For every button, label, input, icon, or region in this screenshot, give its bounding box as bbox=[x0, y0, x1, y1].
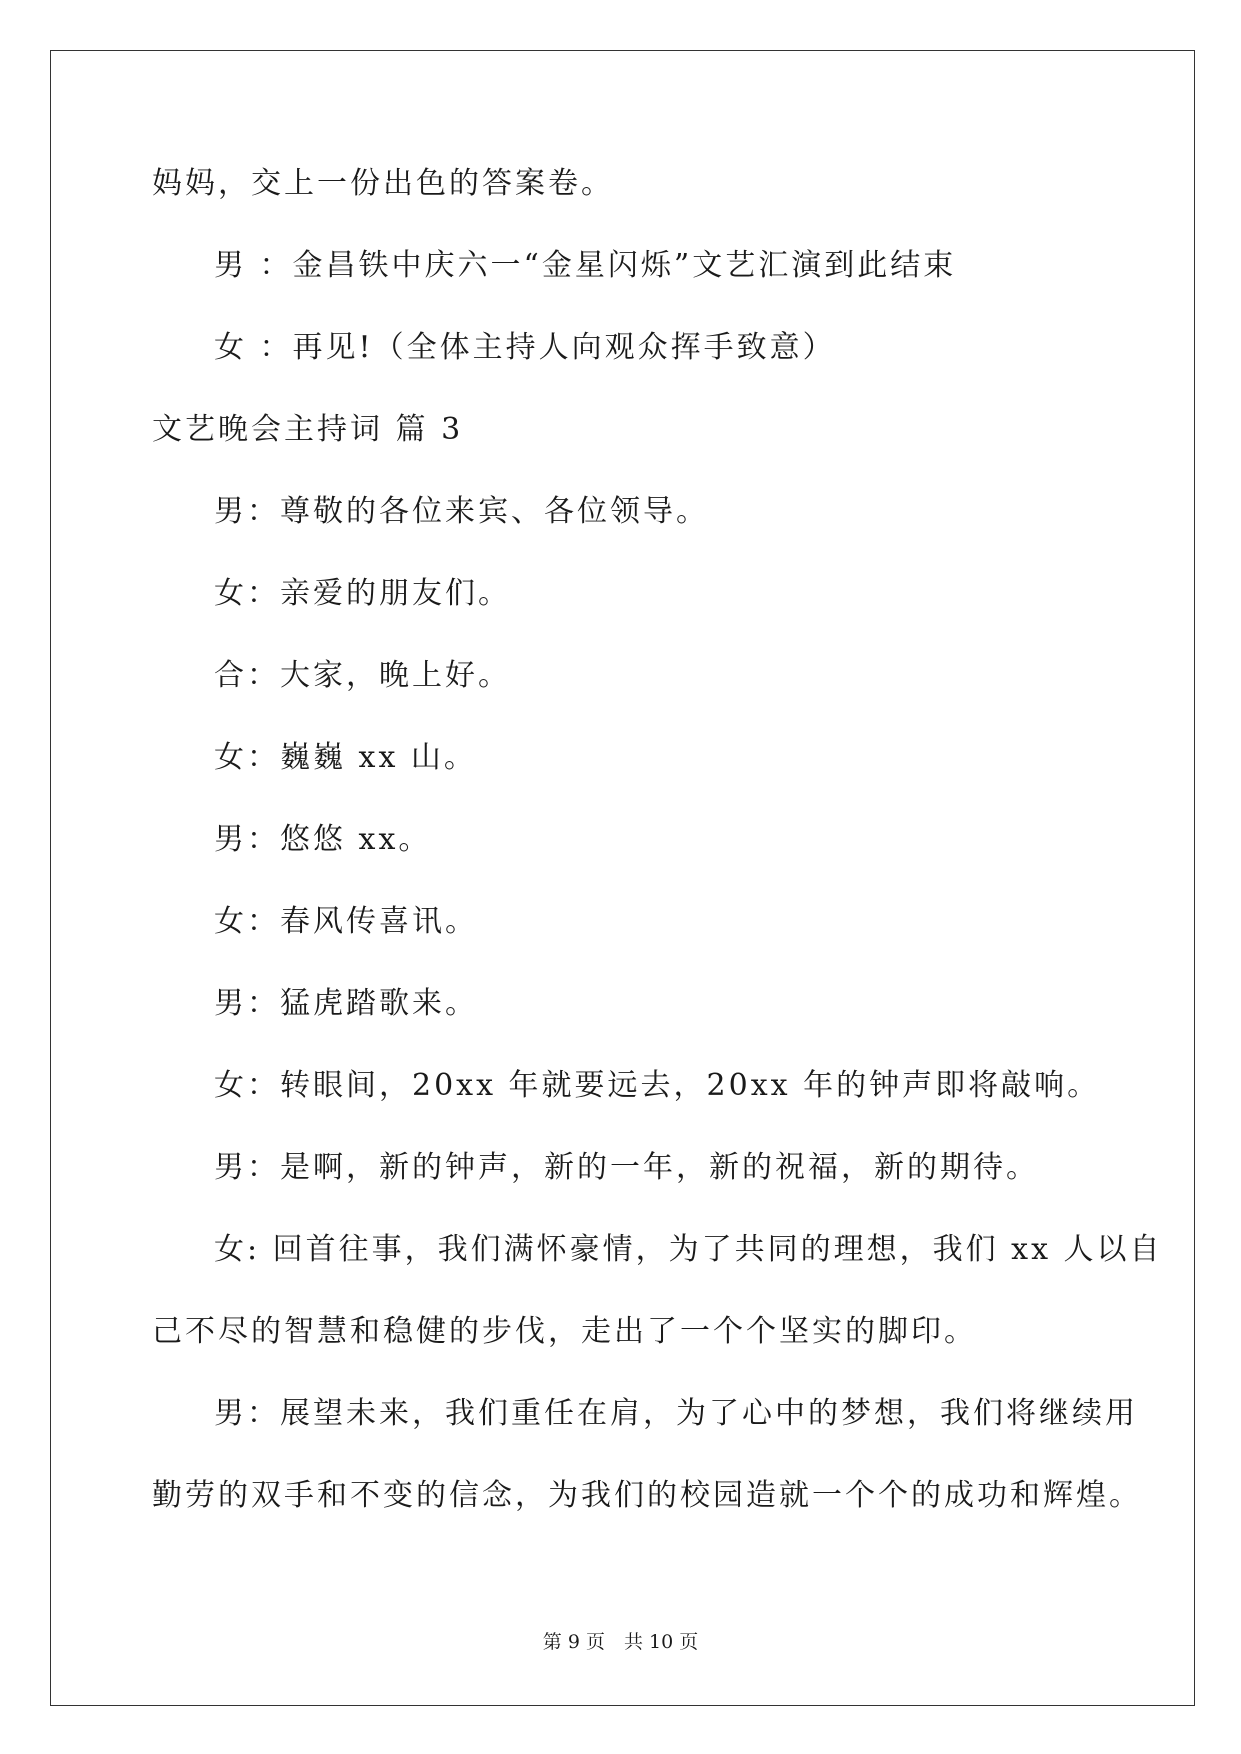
text-line: 合：大家，晚上好。 bbox=[214, 658, 511, 693]
text-line: 男：猛虎踏歌来。 bbox=[214, 986, 478, 1021]
text-line: 女：春风传喜讯。 bbox=[214, 904, 478, 939]
text-line: 男 ：金昌铁中庆六一“金星闪烁”文艺汇演到此结束 bbox=[214, 248, 957, 283]
text-line: 妈妈，交上一份出色的答案卷。 bbox=[152, 166, 614, 201]
text-line: 女：巍巍 xx 山。 bbox=[214, 740, 477, 775]
page-number: 第 9 页 共 10 页 bbox=[542, 1631, 699, 1653]
text-line: 己不尽的智慧和稳健的步伐，走出了一个个坚实的脚印。 bbox=[152, 1314, 977, 1349]
text-line: 女：亲爱的朋友们。 bbox=[214, 576, 511, 611]
text-line: 男：悠悠 xx。 bbox=[214, 822, 432, 857]
text-line: 女 ：再见!（全体主持人向观众挥手致意） bbox=[214, 330, 836, 365]
text-line: 男：是啊，新的钟声，新的一年，新的祝福，新的期待。 bbox=[214, 1150, 1039, 1185]
text-line: 女: 回首往事，我们满怀豪情，为了共同的理想，我们 xx 人以自 bbox=[214, 1232, 1163, 1267]
text-line: 勤劳的双手和不变的信念，为我们的校园造就一个个的成功和辉煌。 bbox=[152, 1478, 1142, 1513]
text-line: 女：转眼间，20xx 年就要远去，20xx 年的钟声即将敲响。 bbox=[214, 1068, 1101, 1103]
page-border bbox=[50, 50, 1195, 1706]
text-line: 男：尊敬的各位来宾、各位领导。 bbox=[214, 494, 709, 529]
text-line: 男：展望未来，我们重任在肩，为了心中的梦想，我们将继续用 bbox=[214, 1396, 1138, 1431]
section-heading: 文艺晚会主持词 篇 3 bbox=[152, 412, 464, 447]
